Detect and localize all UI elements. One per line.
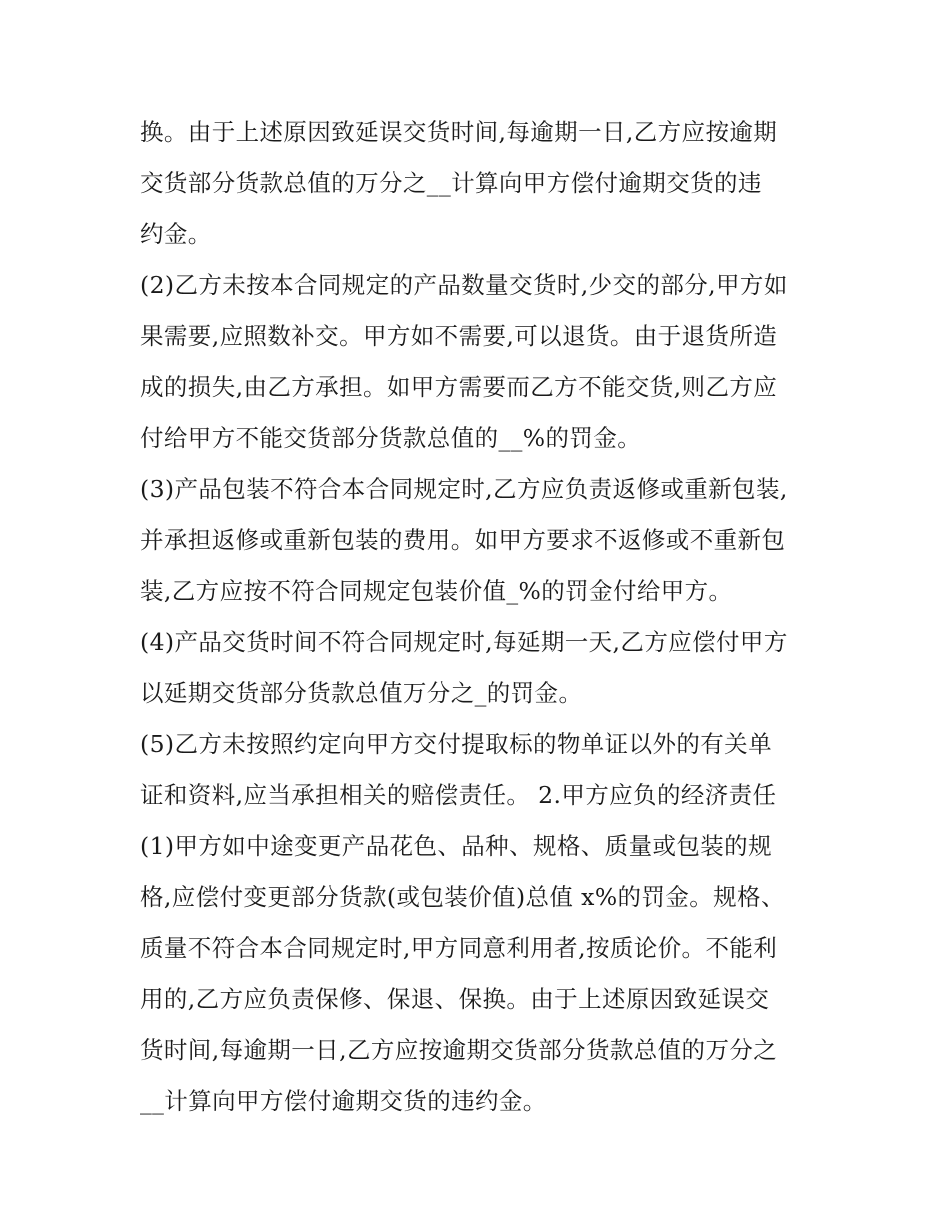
- text-line: 成的损失,由乙方承担。如甲方需要而乙方不能交货,则乙方应: [140, 373, 778, 401]
- text-line: 付给甲方不能交货部分货款总值的__%的罚金。: [140, 424, 642, 452]
- document-body: [140, 107, 820, 1127]
- text-line: 并承担返修或重新包装的费用。如甲方要求不返修或不重新包: [140, 526, 786, 554]
- text-line: 换。由于上述原因致延误交货时间,每逾期一日,乙方应按逾期: [140, 118, 778, 146]
- text-line: 货时间,每逾期一日,乙方应按逾期交货部分货款总值的万分之: [140, 1036, 778, 1064]
- text-line: (4)产品交货时间不符合同规定时,每延期一天,乙方应偿付甲方: [140, 628, 788, 656]
- text-line: (3)产品包装不符合本合同规定时,乙方应负责返修或重新包装,: [140, 475, 788, 503]
- text-line: 格,应偿付变更部分货款(或包装价值)总值 x%的罚金。规格、: [140, 883, 785, 911]
- text-line: 果需要,应照数补交。甲方如不需要,可以退货。由于退货所造: [140, 322, 778, 350]
- text-line: 用的,乙方应负责保修、保退、保换。由于上述原因致延误交: [140, 985, 770, 1013]
- text-line: (1)甲方如中途变更产品花色、品种、规格、质量或包装的规: [140, 832, 772, 860]
- text-line: 交货部分货款总值的万分之__计算向甲方偿付逾期交货的违: [140, 169, 762, 197]
- text-line: 装,乙方应按不符合同规定包装价值_%的罚金付给甲方。: [140, 577, 733, 605]
- text-line: __计算向甲方偿付逾期交货的违约金。: [140, 1087, 547, 1115]
- text-line: 以延期交货部分货款总值万分之_的罚金。: [140, 679, 583, 707]
- text-line: 质量不符合本合同规定时,甲方同意利用者,按质论价。不能利: [140, 934, 778, 962]
- text-line: 约金。: [140, 220, 212, 248]
- text-line: (2)乙方未按本合同规定的产品数量交货时,少交的部分,甲方如: [140, 271, 788, 299]
- text-line: 证和资料,应当承担相关的赔偿责任。 2.甲方应负的经济责任: [140, 781, 777, 809]
- text-line: (5)乙方未按照约定向甲方交付提取标的物单证以外的有关单: [140, 730, 772, 758]
